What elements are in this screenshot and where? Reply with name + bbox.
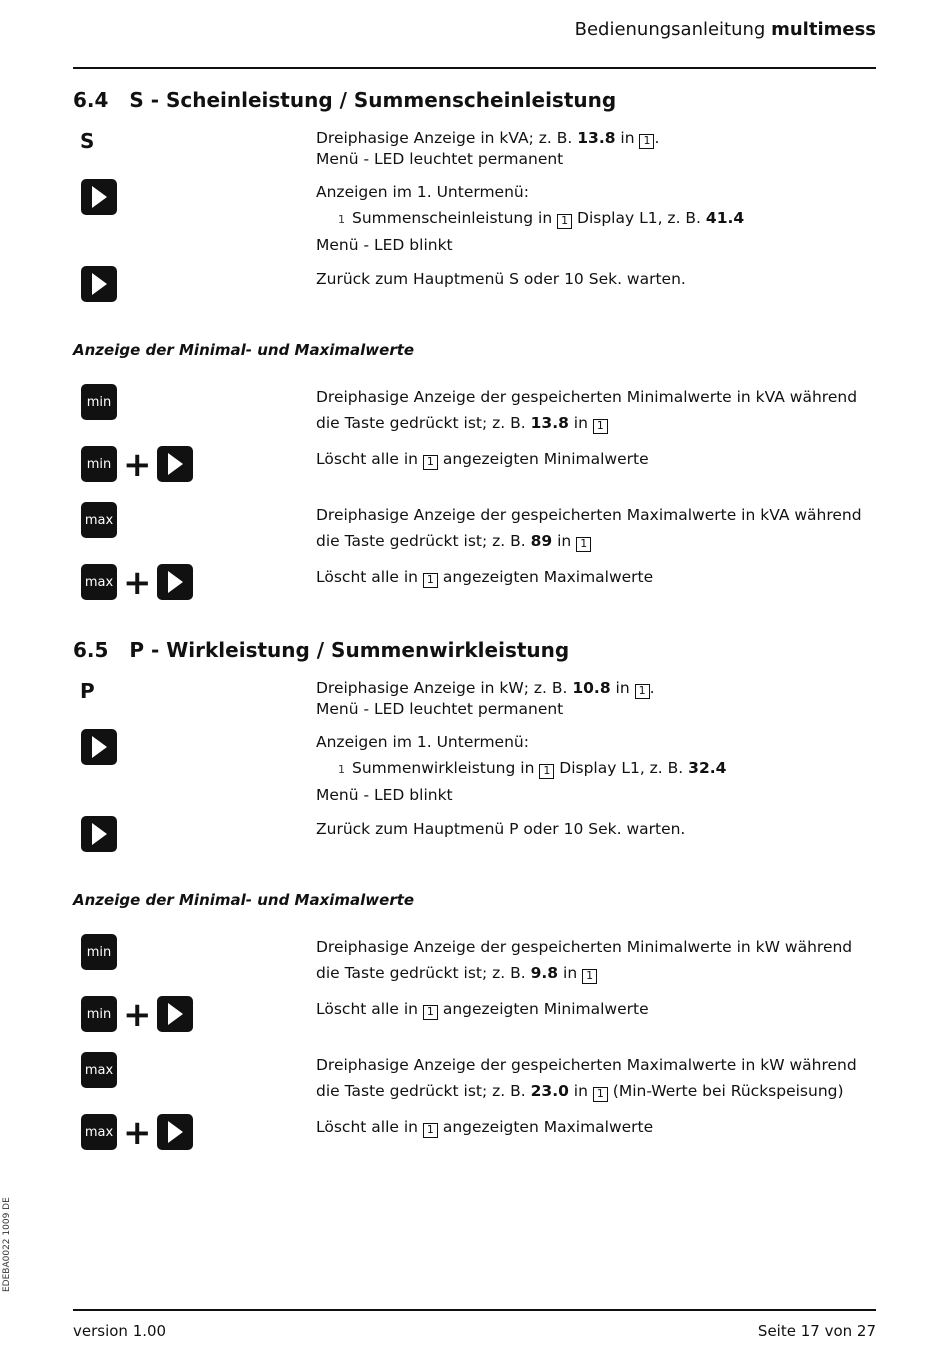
s-submenu-led: Menü - LED blinkt bbox=[316, 236, 453, 254]
p-max-clear: Löscht alle in 1 angezeigten Maximalwerte bbox=[316, 1118, 654, 1136]
arrow-button[interactable] bbox=[157, 1114, 193, 1150]
play-arrow-icon bbox=[89, 735, 109, 759]
p-min-desc: Dreiphasige Anzeige der gespeicherten Minimalwerte in kW während die Taste gedrückt ist; z. B. 9.8 in 1 bbox=[316, 938, 853, 982]
display-box-icon: 1 bbox=[423, 1123, 438, 1138]
section-title-6-4: 6.4 S - Scheinleistung / Summenscheinleistung bbox=[73, 88, 617, 112]
header-rule bbox=[73, 67, 876, 69]
p-submenu-title: Anzeigen im 1. Untermenü: bbox=[316, 733, 529, 751]
play-arrow-icon bbox=[89, 272, 109, 296]
s-minmax-title: Anzeige der Minimal- und Maximalwerte bbox=[73, 341, 415, 359]
play-arrow-icon bbox=[89, 185, 109, 209]
min-button[interactable]: min bbox=[81, 446, 117, 482]
footer-rule bbox=[73, 1309, 876, 1311]
play-arrow-icon bbox=[165, 570, 185, 594]
s-submenu-title: Anzeigen im 1. Untermenü: bbox=[316, 183, 529, 201]
display-box-icon: 1 bbox=[423, 573, 438, 588]
arrow-button[interactable] bbox=[157, 564, 193, 600]
display-box-icon: 1 bbox=[593, 419, 608, 434]
max-button[interactable]: max bbox=[81, 1052, 117, 1088]
p-min-clear: Löscht alle in 1 angezeigten Minimalwerte bbox=[316, 1000, 649, 1018]
play-arrow-icon bbox=[165, 452, 185, 476]
arrow-button[interactable] bbox=[157, 446, 193, 482]
s-submenu-item: 1 Summenscheinleistung in 1 Display L1, z. B. 41.4 bbox=[338, 209, 745, 227]
min-button[interactable]: min bbox=[81, 384, 117, 420]
plus-sign: + bbox=[123, 1113, 152, 1153]
max-button[interactable]: max bbox=[81, 1114, 117, 1150]
footer-version: version 1.00 bbox=[73, 1322, 167, 1340]
plus-sign: + bbox=[123, 563, 152, 603]
arrow-button[interactable] bbox=[157, 996, 193, 1032]
footer-page-number: Seite 17 von 27 bbox=[757, 1322, 876, 1340]
s-max-clear: Löscht alle in 1 angezeigten Maximalwerte bbox=[316, 568, 654, 586]
display-box-icon: 1 bbox=[582, 969, 597, 984]
display-box-icon: 1 bbox=[639, 134, 654, 149]
section-title-6-5: 6.5 P - Wirkleistung / Summenwirkleistung bbox=[73, 638, 570, 662]
max-button[interactable]: max bbox=[81, 502, 117, 538]
play-arrow-icon bbox=[89, 822, 109, 846]
play-arrow-icon bbox=[165, 1120, 185, 1144]
p-back: Zurück zum Hauptmenü P oder 10 Sek. warten. bbox=[316, 820, 686, 838]
arrow-button[interactable] bbox=[81, 179, 117, 215]
p-minmax-title: Anzeige der Minimal- und Maximalwerte bbox=[73, 891, 415, 909]
display-box-icon: 1 bbox=[635, 684, 650, 699]
s-back: Zurück zum Hauptmenü S oder 10 Sek. warten. bbox=[316, 270, 686, 288]
s-main-line1: Dreiphasige Anzeige in kVA; z. B. 13.8 in 1 . bbox=[316, 129, 660, 147]
display-box-icon: 1 bbox=[557, 214, 572, 229]
display-box-icon: 1 bbox=[539, 764, 554, 779]
max-button[interactable]: max bbox=[81, 564, 117, 600]
s-main-line2: Menü - LED leuchtet permanent bbox=[316, 150, 564, 168]
arrow-button[interactable] bbox=[81, 266, 117, 302]
display-box-icon: 1 bbox=[593, 1087, 608, 1102]
p-main-line2: Menü - LED leuchtet permanent bbox=[316, 700, 564, 718]
arrow-button[interactable] bbox=[81, 729, 117, 765]
display-box-icon: 1 bbox=[423, 455, 438, 470]
play-arrow-icon bbox=[165, 1002, 185, 1026]
header-title: Bedienungsanleitung multimess bbox=[574, 19, 876, 40]
arrow-button[interactable] bbox=[81, 816, 117, 852]
s-min-desc: Dreiphasige Anzeige der gespeicherten Minimalwerte in kVA während die Taste gedrückt ist; z. B. 13.8 in 1 bbox=[316, 388, 858, 432]
display-box-icon: 1 bbox=[576, 537, 591, 552]
min-button[interactable]: min bbox=[81, 934, 117, 970]
p-main-line1: Dreiphasige Anzeige in kW; z. B. 10.8 in 1 . bbox=[316, 679, 655, 697]
side-document-code: EDEBA0022 1009 DE bbox=[2, 1197, 12, 1292]
display-box-icon: 1 bbox=[423, 1005, 438, 1020]
p-max-desc: Dreiphasige Anzeige der gespeicherten Maximalwerte in kW während die Taste gedrückt ist; z. B. 23.0 in 1 (Min-Werte bei Rückspeisung) bbox=[316, 1056, 857, 1100]
s-min-clear: Löscht alle in 1 angezeigten Minimalwerte bbox=[316, 450, 649, 468]
min-button[interactable]: min bbox=[81, 996, 117, 1032]
plus-sign: + bbox=[123, 445, 152, 485]
letter-key-p: P bbox=[80, 679, 95, 703]
p-submenu-item: 1 Summenwirkleistung in 1 Display L1, z. B. 32.4 bbox=[338, 759, 727, 777]
letter-key-s: S bbox=[80, 129, 95, 153]
s-max-desc: Dreiphasige Anzeige der gespeicherten Maximalwerte in kVA während die Taste gedrückt ist; z. B. 89 in 1 bbox=[316, 506, 862, 550]
p-submenu-led: Menü - LED blinkt bbox=[316, 786, 453, 804]
plus-sign: + bbox=[123, 995, 152, 1035]
